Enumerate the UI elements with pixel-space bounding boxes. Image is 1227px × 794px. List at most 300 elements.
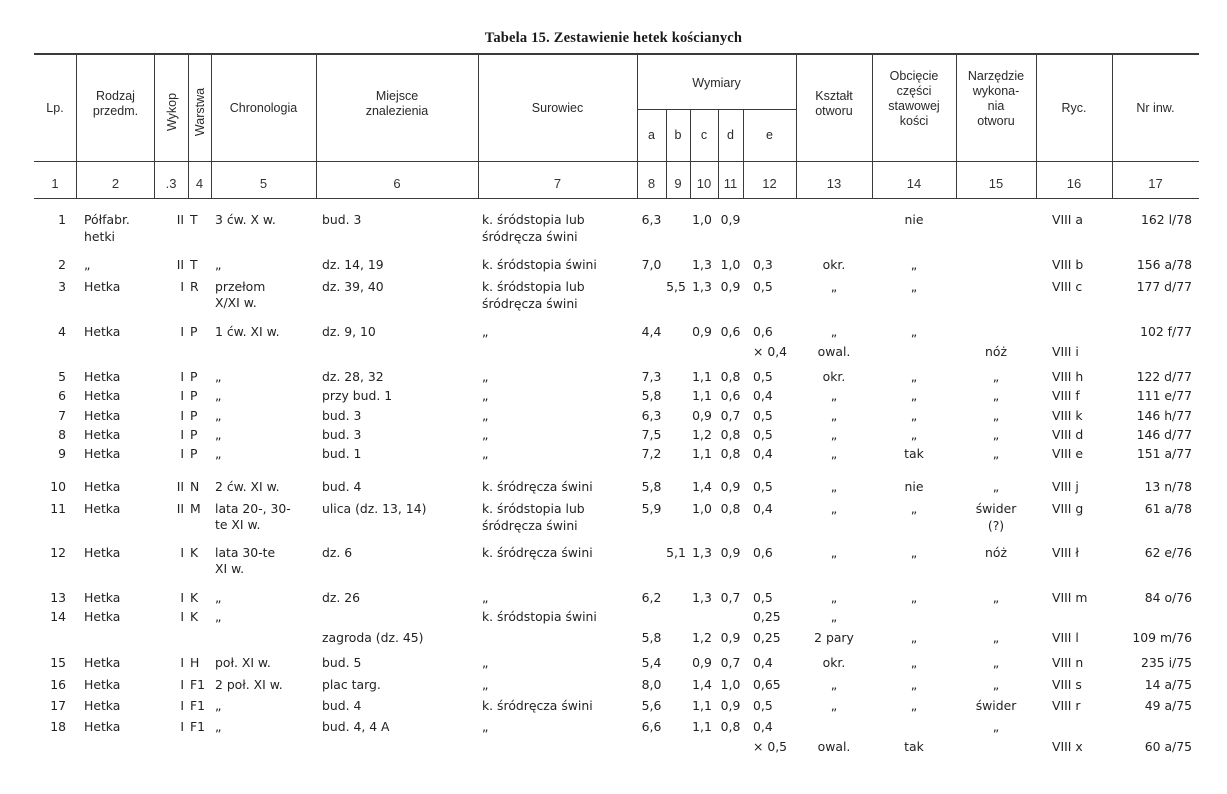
row-wykop: I: [180, 545, 184, 560]
row-chronologia: „: [215, 590, 222, 605]
row-dim-a: 6,2: [641, 590, 662, 605]
row-rodzaj: Hetka: [84, 501, 121, 516]
row-ryc: VIII l: [1052, 630, 1079, 645]
row-nr: 146 h/77: [1136, 408, 1192, 423]
column-number: 15: [988, 176, 1004, 191]
row-dim-a: 5,8: [641, 388, 662, 403]
row-dim-a: 6,6: [641, 719, 662, 734]
row-narzedzie: „: [992, 446, 1000, 461]
row-lp: 1: [58, 212, 66, 227]
row-surowiec: „: [482, 388, 489, 403]
row-obciecie: nie: [904, 479, 924, 494]
row-chronologia: „: [215, 388, 222, 403]
row-nr: 13 n/78: [1144, 479, 1192, 494]
row-nr: 84 o/76: [1144, 590, 1192, 605]
row-dim-e: 0,25: [753, 609, 781, 624]
row-miejsce: bud. 4: [322, 479, 362, 494]
header-c: c: [700, 128, 708, 142]
row-dim-d: 0,6: [720, 324, 741, 339]
row-surowiec: „: [482, 369, 489, 384]
row-miejsce: bud. 3: [322, 408, 362, 423]
row-chronologia-line2: XI w.: [215, 561, 245, 576]
row-chronologia: lata 20-, 30-: [215, 501, 291, 516]
row-dim-a: 5,9: [641, 501, 662, 516]
row-dim-c: 1,1: [692, 719, 712, 734]
row-warstwa: K: [190, 609, 199, 624]
column-number: 6: [393, 176, 401, 191]
row-dim-e: 0,5: [753, 427, 773, 442]
row-miejsce: dz. 28, 32: [322, 369, 384, 384]
row-surowiec: k. śródstopia świni: [482, 609, 597, 624]
header-miejsce: Miejsce znalezienia: [365, 89, 429, 118]
row-wykop: II: [176, 501, 184, 516]
row-lp: 2: [58, 257, 66, 272]
row-surowiec: k. śródręcza świni: [482, 479, 593, 494]
row-dim-e: 0,3: [753, 257, 773, 272]
row-wykop: I: [180, 655, 184, 670]
header-e: e: [766, 128, 773, 142]
row-ksztalt: „: [830, 427, 838, 442]
row-lp: 10: [50, 479, 66, 494]
row-dim-a: 7,2: [641, 446, 662, 461]
row-dim-d: 1,0: [720, 677, 741, 692]
row-warstwa: P: [190, 427, 198, 442]
row-dim-d: 0,7: [720, 408, 741, 423]
row-ryc: VIII c: [1052, 279, 1083, 294]
row-ksztalt: okr.: [822, 655, 846, 670]
row-ryc: VIII x: [1052, 739, 1083, 754]
row-dim-c: 1,0: [692, 212, 712, 227]
row-chronologia: „: [215, 719, 222, 734]
row-nr: 62 e/76: [1144, 545, 1192, 560]
column-number: 5: [259, 176, 268, 191]
row-miejsce: bud. 3: [322, 427, 362, 442]
row-warstwa: F1: [190, 698, 206, 713]
row-ksztalt: okr.: [822, 257, 846, 272]
row-obciecie: „: [910, 408, 918, 423]
row-surowiec: „: [482, 408, 489, 423]
row-nr: 49 a/75: [1144, 698, 1192, 713]
row-rodzaj: Hetka: [84, 609, 121, 624]
row-dim-e: 0,5: [753, 369, 773, 384]
row-obciecie: „: [910, 257, 918, 272]
column-number: 16: [1066, 176, 1082, 191]
header-narzedzie: Narzędzie wykona- nia otworu: [967, 69, 1025, 128]
row-ryc: VIII k: [1052, 408, 1083, 423]
column-number: 9: [674, 176, 682, 191]
rule-top: [34, 53, 1199, 55]
row-miejsce: bud. 3: [322, 212, 362, 227]
column-number: 13: [826, 176, 842, 191]
row-rodzaj: Hetka: [84, 719, 121, 734]
rule-header-bottom: [34, 161, 1199, 162]
row-ryc: VIII s: [1052, 677, 1082, 692]
row-rodzaj: Hetka: [84, 677, 121, 692]
row-ryc: VIII d: [1052, 427, 1084, 442]
row-dim-c: 0,9: [692, 408, 712, 423]
row-dim-a: 5,4: [641, 655, 662, 670]
row-dim-e: 0,5: [753, 698, 773, 713]
row-warstwa: F1: [190, 677, 206, 692]
header-wymiary: Wymiary: [692, 76, 741, 90]
row-wykop: I: [180, 279, 184, 294]
rule-numbers-bottom: [34, 198, 1199, 199]
row-wykop: I: [180, 446, 184, 461]
row-ksztalt: „: [830, 388, 838, 403]
row-dim-a: 7,0: [641, 257, 662, 272]
row-dim-d: 0,9: [720, 479, 741, 494]
row-miejsce: bud. 4, 4 A: [322, 719, 390, 734]
row-ryc: VIII e: [1052, 446, 1084, 461]
row-ryc: VIII g: [1052, 501, 1084, 516]
row-wykop: I: [180, 388, 184, 403]
column-number: 10: [696, 176, 712, 191]
header-d: d: [727, 128, 734, 142]
row-warstwa: H: [190, 655, 200, 670]
row-nr: 177 d/77: [1136, 279, 1192, 294]
row-rodzaj: Hetka: [84, 388, 121, 403]
row-dim-c: 1,0: [692, 501, 712, 516]
row-ksztalt: „: [830, 324, 838, 339]
row-obciecie: tak: [904, 446, 924, 461]
row-obciecie: „: [910, 369, 918, 384]
row-nr: 14 a/75: [1144, 677, 1192, 692]
row-lp: 12: [50, 545, 66, 560]
header-ksztalt: Kształt otworu: [815, 89, 853, 118]
row-miejsce: dz. 6: [322, 545, 353, 560]
row-nr: 156 a/78: [1136, 257, 1192, 272]
row-ksztalt: „: [830, 609, 838, 624]
row-dim-e-line2: × 0,5: [753, 739, 788, 754]
row-lp: 14: [50, 609, 66, 624]
row-surowiec-line2: śródręcza świni: [482, 296, 578, 311]
row-wykop: I: [180, 427, 184, 442]
row-dim-a: 8,0: [641, 677, 662, 692]
row-ryc: VIII a: [1052, 212, 1083, 227]
row-warstwa: T: [190, 212, 198, 227]
row-lp: 11: [50, 501, 66, 516]
row-rodzaj-line2: hetki: [84, 229, 115, 244]
row-obciecie: „: [910, 590, 918, 605]
row-dim-e: 0,4: [753, 501, 773, 516]
column-number: 1: [51, 176, 59, 191]
row-chronologia: 3 ćw. X w.: [215, 212, 276, 227]
row-rodzaj: Hetka: [84, 427, 121, 442]
row-chronologia-line2: X/XI w.: [215, 295, 257, 310]
row-ksztalt: „: [830, 279, 838, 294]
header-warstwa: Warstwa: [193, 87, 207, 137]
column-number: 7: [553, 176, 562, 191]
row-dim-d: 0,8: [720, 427, 741, 442]
row-rodzaj: Hetka: [84, 698, 121, 713]
row-rodzaj: Półfabr.: [84, 212, 130, 227]
row-lp: 13: [50, 590, 66, 605]
row-miejsce: dz. 14, 19: [322, 257, 384, 272]
row-warstwa: P: [190, 388, 198, 403]
row-dim-e: 0,5: [753, 590, 773, 605]
row-warstwa: P: [190, 446, 198, 461]
row-dim-b: 5,5: [666, 279, 686, 294]
row-warstwa: P: [190, 369, 198, 384]
row-nr: 60 a/75: [1144, 739, 1192, 754]
row-rodzaj: Hetka: [84, 545, 121, 560]
row-lp: 9: [58, 446, 66, 461]
row-chronologia: „: [215, 369, 222, 384]
row-lp: 4: [58, 324, 66, 339]
row-dim-a: 7,5: [641, 427, 662, 442]
column-number: 8: [647, 176, 656, 191]
row-nr: 146 d/77: [1136, 427, 1192, 442]
row-dim-c: 1,1: [692, 446, 712, 461]
row-dim-e: 0,6: [753, 545, 773, 560]
row-ksztalt: „: [830, 677, 838, 692]
row-dim-c: 1,4: [692, 479, 712, 494]
row-surowiec: k. śródręcza świni: [482, 545, 593, 560]
row-dim-c: 1,3: [692, 257, 712, 272]
header-a: a: [648, 128, 655, 142]
row-wykop: II: [176, 479, 184, 494]
row-dim-d: 0,9: [720, 279, 741, 294]
row-warstwa: R: [190, 279, 199, 294]
row-obciecie: „: [910, 388, 918, 403]
row-narzedzie: świder: [975, 501, 1017, 516]
row-ksztalt-line2: owal.: [817, 739, 851, 754]
row-dim-d: 0,6: [720, 388, 741, 403]
row-narzedzie: „: [992, 369, 1000, 384]
row-dim-c: 0,9: [692, 324, 712, 339]
row-chronologia: „: [215, 446, 222, 461]
row-wykop: I: [180, 677, 184, 692]
row-obciecie: „: [910, 501, 918, 516]
row-ksztalt: „: [830, 446, 838, 461]
row-miejsce: dz. 26: [322, 590, 361, 605]
row-warstwa: P: [190, 408, 198, 423]
row-dim-c: 1,3: [692, 545, 712, 560]
header-rodzaj: Rodzaj przedm.: [92, 89, 139, 118]
row-nr: 61 a/78: [1144, 501, 1192, 516]
row-dim-c: 1,1: [692, 388, 712, 403]
row-dim-c: 1,1: [692, 369, 712, 384]
row-lp: 15: [50, 655, 66, 670]
row-nr: 102 f/77: [1140, 324, 1192, 339]
table-title: Tabela 15. Zestawienie hetek kościanych: [484, 30, 743, 46]
header-obciecie: Obcięcie części stawowej kości: [888, 69, 940, 128]
row-dim-e: 0,6: [753, 324, 773, 339]
row-wykop: II: [176, 257, 184, 272]
row-dim-a: 6,3: [641, 408, 662, 423]
row-wykop: I: [180, 609, 184, 624]
column-number: 17: [1148, 176, 1163, 191]
row-dim-e-line2: 0,25: [753, 630, 781, 645]
row-dim-e: 0,4: [753, 655, 773, 670]
row-wykop: I: [180, 324, 184, 339]
row-dim-a: 5,8: [641, 479, 662, 494]
row-chronologia: poł. XI w.: [215, 655, 271, 670]
row-chronologia: 2 poł. XI w.: [215, 677, 283, 692]
row-narzedzie: „: [992, 677, 1000, 692]
row-dim-a: 7,3: [641, 369, 662, 384]
row-surowiec: „: [482, 324, 489, 339]
row-ryc: VIII i: [1052, 344, 1079, 359]
row-ksztalt: „: [830, 698, 838, 713]
row-ksztalt: „: [830, 545, 838, 560]
row-dim-d: 0,8: [720, 719, 741, 734]
row-dim-b: 5,1: [666, 545, 686, 560]
row-nr: 111 e/77: [1136, 388, 1192, 403]
row-surowiec: k. śródstopia lub: [482, 212, 585, 227]
row-narzedzie: „: [992, 655, 1000, 670]
header-nr: Nr inw.: [1136, 101, 1175, 115]
row-lp: 6: [58, 388, 66, 403]
row-nr: 109 m/76: [1132, 630, 1192, 645]
row-warstwa: M: [190, 501, 201, 516]
row-ryc: VIII m: [1052, 590, 1088, 605]
row-rodzaj: Hetka: [84, 324, 121, 339]
row-chronologia: „: [215, 408, 222, 423]
row-chronologia: „: [215, 609, 222, 624]
row-dim-d: 0,8: [720, 501, 741, 516]
row-miejsce: dz. 9, 10: [322, 324, 376, 339]
row-ryc: VIII b: [1052, 257, 1084, 272]
row-surowiec: k. śródręcza świni: [482, 698, 593, 713]
row-obciecie: „: [910, 427, 918, 442]
row-surowiec: „: [482, 677, 489, 692]
row-lp: 17: [50, 698, 66, 713]
row-miejsce: przy bud. 1: [322, 388, 393, 403]
row-dim-c: 1,4: [692, 677, 712, 692]
row-narzedzie: „: [992, 408, 1000, 423]
row-miejsce: ulica (dz. 13, 14): [322, 501, 427, 516]
row-dim-d: 1,0: [720, 257, 741, 272]
column-number: 2: [111, 176, 120, 191]
row-dim-e: 0,4: [753, 446, 773, 461]
row-lp: 16: [50, 677, 66, 692]
row-miejsce: bud. 4: [322, 698, 362, 713]
row-narzedzie: „: [992, 590, 1000, 605]
row-miejsce: dz. 39, 40: [322, 279, 384, 294]
row-dim-d: 0,9: [720, 545, 741, 560]
row-warstwa: T: [190, 257, 198, 272]
row-dim-d: 0,9: [720, 698, 741, 713]
row-wykop: I: [180, 590, 184, 605]
column-number: 14: [906, 176, 922, 191]
row-surowiec-line2: śródręcza świni: [482, 229, 578, 244]
row-dim-e-line2: × 0,4: [753, 344, 788, 359]
row-rodzaj: Hetka: [84, 655, 121, 670]
row-dim-d: 0,8: [720, 369, 741, 384]
row-chronologia: „: [215, 698, 222, 713]
row-miejsce-line2: zagroda (dz. 45): [322, 630, 424, 645]
row-ksztalt: „: [830, 479, 838, 494]
row-ksztalt-line2: owal.: [817, 344, 851, 359]
row-rodzaj: „: [84, 257, 91, 272]
row-chronologia: przełom: [215, 279, 266, 294]
column-number: 12: [762, 176, 777, 191]
row-dim-d: 0,9: [720, 212, 741, 227]
row-warstwa: F1: [190, 719, 206, 734]
row-ryc: VIII f: [1052, 388, 1080, 403]
row-dim-c: 1,2: [692, 427, 712, 442]
row-chronologia: „: [215, 427, 222, 442]
row-surowiec-line2: śródręcza świni: [482, 518, 578, 533]
row-ryc: VIII ł: [1052, 545, 1079, 560]
row-ryc: VIII r: [1052, 698, 1081, 713]
row-dim-e: 0,5: [753, 479, 773, 494]
row-nr: 122 d/77: [1136, 369, 1192, 384]
row-chronologia-line2: te XI w.: [215, 517, 261, 532]
row-lp: 5: [58, 369, 66, 384]
row-dim-c: 0,9: [692, 655, 712, 670]
header-b: b: [674, 128, 682, 142]
row-obciecie: „: [910, 545, 918, 560]
row-rodzaj: Hetka: [84, 408, 121, 423]
row-obciecie: „: [910, 677, 918, 692]
header-lp: Lp.: [46, 101, 64, 115]
row-surowiec: k. śródstopia lub: [482, 279, 585, 294]
row-rodzaj: Hetka: [84, 279, 121, 294]
row-wykop: I: [180, 369, 184, 384]
row-rodzaj: Hetka: [84, 590, 121, 605]
row-chronologia: „: [215, 257, 222, 272]
row-lp: 7: [58, 408, 66, 423]
row-dim-c: 1,3: [692, 279, 712, 294]
header-surowiec: Surowiec: [531, 101, 584, 115]
row-obciecie: „: [910, 698, 918, 713]
row-dim-a: 6,3: [641, 212, 662, 227]
row-surowiec: „: [482, 655, 489, 670]
row-surowiec: „: [482, 590, 489, 605]
row-nr: 235 i/75: [1141, 655, 1192, 670]
row-obciecie: „: [910, 324, 918, 339]
row-lp: 18: [50, 719, 66, 734]
row-dim-d: 0,9: [720, 630, 741, 645]
row-obciecie: „: [910, 655, 918, 670]
row-dim-a: 5,6: [641, 698, 662, 713]
row-dim-a: 5,8: [641, 630, 662, 645]
row-wykop: I: [180, 719, 184, 734]
row-chronologia: lata 30-te: [215, 545, 276, 560]
row-ryc: VIII j: [1052, 479, 1079, 494]
row-dim-d: 0,7: [720, 590, 741, 605]
row-warstwa: K: [190, 590, 199, 605]
row-ksztalt: „: [830, 501, 838, 516]
row-narzedzie: świder: [975, 698, 1017, 713]
row-nr: 151 a/77: [1136, 446, 1192, 461]
row-warstwa: P: [190, 324, 198, 339]
row-surowiec: „: [482, 427, 489, 442]
row-lp: 8: [58, 427, 66, 442]
row-nr: 162 l/78: [1141, 212, 1192, 227]
row-dim-c: 1,1: [692, 698, 712, 713]
row-narzedzie: „: [992, 630, 1000, 645]
row-dim-c: 1,3: [692, 590, 712, 605]
row-narzedzie: „: [992, 427, 1000, 442]
row-chronologia: 1 ćw. XI w.: [215, 324, 280, 339]
row-ryc: VIII n: [1052, 655, 1084, 670]
row-dim-a: 4,4: [641, 324, 662, 339]
row-dim-e: 0,65: [753, 677, 781, 692]
row-rodzaj: Hetka: [84, 369, 121, 384]
row-chronologia: 2 ćw. XI w.: [215, 479, 280, 494]
column-number: 4: [195, 176, 204, 191]
row-narzedzie-line2: nóż: [985, 344, 1007, 359]
rule-wymiary: [638, 109, 796, 110]
row-dim-e: 0,5: [753, 279, 773, 294]
row-ryc: VIII h: [1052, 369, 1084, 384]
row-miejsce: bud. 5: [322, 655, 362, 670]
row-obciecie: nie: [904, 212, 924, 227]
row-dim-c: 1,2: [692, 630, 712, 645]
